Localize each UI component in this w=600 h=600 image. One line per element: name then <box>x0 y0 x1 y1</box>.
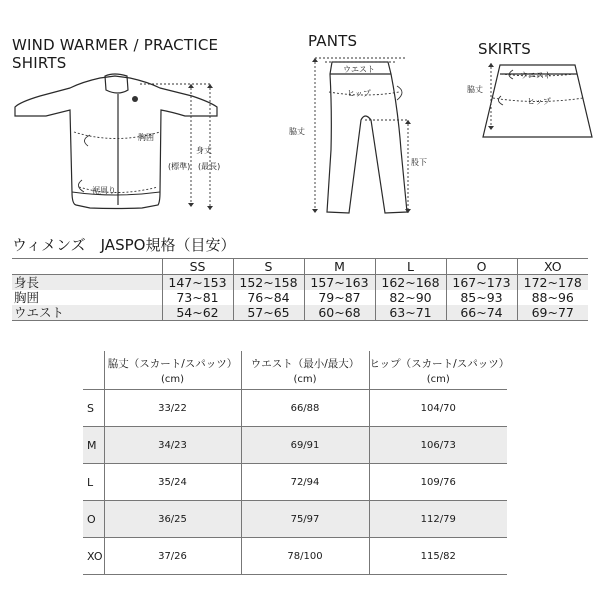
spec-header-label: 脇丈（スカート/スパッツ） <box>107 357 238 370</box>
jaspo-header-row <box>12 259 588 275</box>
pants-outline <box>327 62 407 213</box>
jaspo-size-header: M <box>304 259 375 275</box>
jaspo-row-label: ウエスト <box>12 305 162 321</box>
jaspo-cell: 73~81 <box>162 290 233 305</box>
shirt-title-line2: SHIRTS <box>12 54 67 72</box>
longest-label: (最長) <box>198 162 221 171</box>
spec-cell: 66/88 <box>241 390 369 427</box>
jaspo-size-header: SS <box>162 259 233 275</box>
jaspo-cell: 88~96 <box>517 290 588 305</box>
spec-cell: 34/23 <box>104 427 241 464</box>
jaspo-cell: 172~178 <box>517 275 588 291</box>
pants-side-length-label: 脇丈 <box>289 127 305 136</box>
spec-header-label: ウエスト（最小/最大） <box>250 357 360 370</box>
inseam-label: 股下 <box>411 158 427 167</box>
spec-header-unit: (cm) <box>293 373 317 385</box>
jaspo-row-chest <box>12 290 588 305</box>
jaspo-cell: 54~62 <box>162 305 233 321</box>
spec-cell: 106/73 <box>369 427 507 464</box>
jaspo-table <box>12 258 588 321</box>
jaspo-cell: 82~90 <box>375 290 446 305</box>
jaspo-cell: 76~84 <box>233 290 304 305</box>
spec-cell: 115/82 <box>369 538 507 575</box>
jaspo-size-header: L <box>375 259 446 275</box>
table-row <box>83 390 507 427</box>
skirts-title: SKIRTS <box>478 40 531 58</box>
length-label: 身丈 <box>196 146 212 155</box>
spec-header-label: ヒップ（スカート/スパッツ） <box>369 357 510 370</box>
jaspo-row-label: 身長 <box>12 275 162 291</box>
jaspo-cell: 157~163 <box>304 275 375 291</box>
skirt-side-length-label: 脇丈 <box>467 85 483 94</box>
jaspo-cell: 69~77 <box>517 305 588 321</box>
jaspo-cell: 60~68 <box>304 305 375 321</box>
spec-header-unit: (cm) <box>160 373 185 385</box>
jaspo-cell: 162~168 <box>375 275 446 291</box>
pants-title: PANTS <box>308 32 358 50</box>
jaspo-corner <box>12 259 162 275</box>
spec-header-side-length <box>104 351 241 390</box>
spec-cell: 109/76 <box>369 464 507 501</box>
spec-corner <box>83 351 104 390</box>
jaspo-cell: 85~93 <box>446 290 517 305</box>
hem-label: 裾周り <box>92 186 116 195</box>
spec-cell: 78/100 <box>241 538 369 575</box>
spec-header-waist <box>241 351 369 390</box>
hip-arrow <box>397 86 402 100</box>
spec-size: O <box>83 501 104 538</box>
shirt-outline <box>15 76 217 209</box>
table-row <box>83 501 507 538</box>
jaspo-row-label: 胸囲 <box>12 290 162 305</box>
spec-cell: 75/97 <box>241 501 369 538</box>
jaspo-size-header: O <box>446 259 517 275</box>
spec-cell: 69/91 <box>241 427 369 464</box>
jaspo-row-waist <box>12 305 588 321</box>
jaspo-cell: 66~74 <box>446 305 517 321</box>
pants-waist-label: ウエスト <box>343 65 375 74</box>
jaspo-cell: 63~71 <box>375 305 446 321</box>
chest-arrow <box>84 135 90 146</box>
table-row <box>83 538 507 575</box>
spec-size: M <box>83 427 104 464</box>
jaspo-size-header: XO <box>517 259 588 275</box>
table-row <box>83 427 507 464</box>
jaspo-title: ウィメンズ JASPO規格（目安） <box>12 236 236 254</box>
spec-cell: 33/22 <box>104 390 241 427</box>
spec-size: XO <box>83 538 104 575</box>
jaspo-cell: 79~87 <box>304 290 375 305</box>
spec-table <box>83 351 510 575</box>
spec-size: L <box>83 464 104 501</box>
jaspo-cell: 147~153 <box>162 275 233 291</box>
spec-cell: 112/79 <box>369 501 507 538</box>
chest-label: 胸囲 <box>138 133 154 142</box>
jaspo-cell: 152~158 <box>233 275 304 291</box>
spec-cell: 37/26 <box>104 538 241 575</box>
spec-size: S <box>83 390 104 427</box>
jaspo-row-height <box>12 275 588 291</box>
spec-cell: 72/94 <box>241 464 369 501</box>
skirts-diagram <box>465 60 595 145</box>
jaspo-size-header: S <box>233 259 304 275</box>
spec-header-hip <box>369 351 510 390</box>
skirt-hip-label: ヒップ <box>527 97 551 106</box>
skirt-waist-label: ウエスト <box>520 71 552 80</box>
standard-label: (標準) <box>168 162 191 171</box>
shirt-title-line1: WIND WARMER / PRACTICE <box>12 36 219 54</box>
spec-cell: 104/70 <box>369 390 507 427</box>
table-row <box>83 464 507 501</box>
shirt-diagram <box>10 62 225 217</box>
spec-cell: 35/24 <box>104 464 241 501</box>
jaspo-cell: 57~65 <box>233 305 304 321</box>
spec-cell: 36/25 <box>104 501 241 538</box>
brand-logo-icon <box>132 96 138 102</box>
spec-header-unit: (cm) <box>426 373 450 385</box>
hem-arrow <box>78 180 84 192</box>
jaspo-cell: 167~173 <box>446 275 517 291</box>
pants-hip-label: ヒップ <box>347 89 371 98</box>
skirt-hip-arrow <box>498 96 503 105</box>
pants-diagram <box>285 50 425 220</box>
spec-header-row <box>83 351 507 390</box>
